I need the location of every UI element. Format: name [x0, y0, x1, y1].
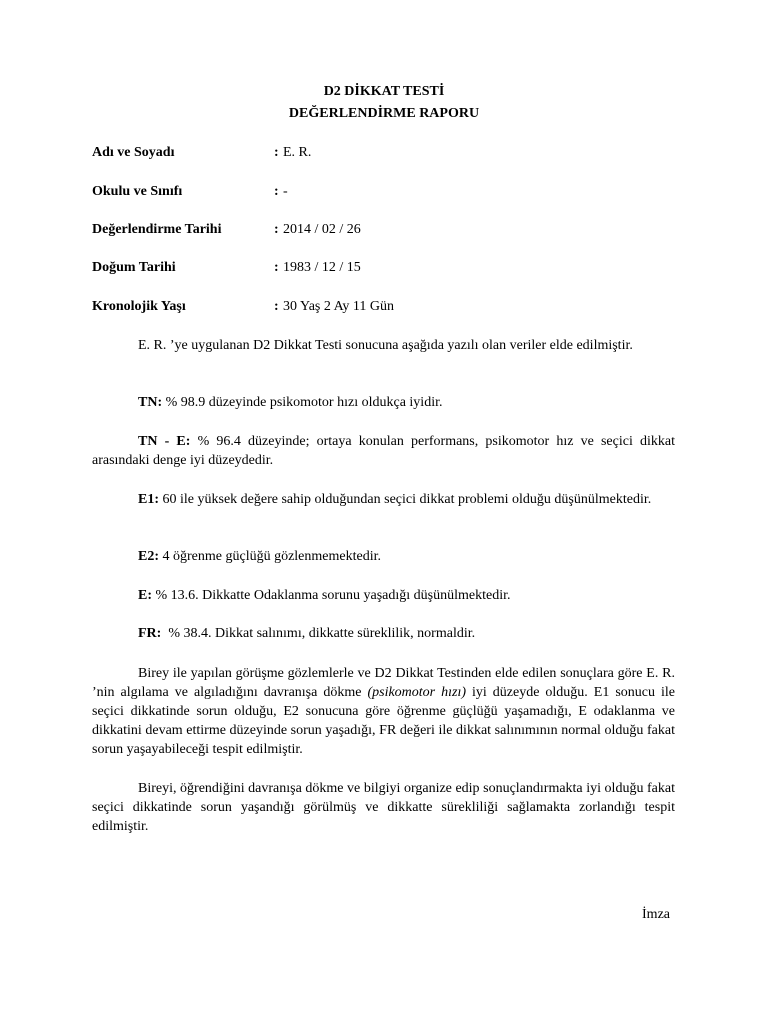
result-term: FR:	[138, 626, 162, 641]
result-term: E2:	[138, 549, 159, 564]
signature-label: İmza	[642, 907, 670, 922]
intro-paragraph	[92, 336, 675, 355]
summary-text: iyi düzeyde olduğu. E1 sonucu ile seçici dikkatinde sorun olduğu, E2 sonucuna göre öğrenme güçlüğü yaşamadığı, E odaklanma ve dikkatini devam ettirme düzeyinde sorun yaşadığı, FR değeri ile dikkat salınımının normal olduğu fakat sorun yaşayabileceği tespit edilmiştir.	[92, 685, 675, 757]
result-tn-e	[92, 432, 675, 470]
result-e	[92, 586, 675, 605]
field-value: E. R.	[283, 145, 312, 160]
summary-text: Birey ile yapılan görüşme gözlemlerle ve D2 Dikkat Testinden elde edilen sonuçlara göre E. R. ’nin algılama ve algıladığını davranışa dökme	[92, 666, 675, 700]
intro-text: E. R. ’ye uygulanan D2 Dikkat Testi sonucuna aşağıda yazılı olan veriler elde edilmiştir.	[138, 338, 633, 353]
field-label: Adı ve Soyadı	[92, 145, 175, 160]
field-school-class	[92, 182, 692, 202]
field-label: Doğum Tarihi	[92, 260, 176, 275]
result-term: E1:	[138, 492, 159, 507]
result-fr	[92, 624, 675, 643]
summary-paragraph-2	[92, 779, 675, 836]
field-value: 1983 / 12 / 15	[283, 260, 361, 275]
field-birth-date	[92, 258, 692, 278]
field-label: Okulu ve Sınıfı	[92, 184, 183, 199]
result-text: % 38.4. Dikkat salınımı, dikkatte süreklilik, normaldir.	[168, 626, 476, 641]
result-e1	[92, 490, 675, 509]
field-colon: :	[274, 184, 279, 199]
field-colon: :	[274, 260, 279, 275]
result-text: 4 öğrenme güçlüğü gözlenmemektedir.	[162, 549, 381, 564]
field-colon: :	[274, 222, 279, 237]
result-text: % 13.6. Dikkatte Odaklanma sorunu yaşadığı düşünülmektedir.	[155, 588, 511, 603]
result-tn	[92, 393, 675, 412]
result-text: % 96.4 düzeyinde; ortaya konulan performans, psikomotor hız ve seçici dikkat arasındaki denge iyi düzeydedir.	[92, 434, 675, 468]
field-name	[92, 143, 692, 163]
field-colon: :	[274, 299, 279, 314]
summary-paragraph-1	[92, 664, 675, 759]
summary-text: Bireyi, öğrendiğini davranışa dökme ve bilgiyi organize edip sonuçlandırmakta iyi olduğu fakat seçici dikkatinde sorun yaşandığı görülmüş ve dikkatte sürekliliği sağlamakta zorlandığı tespit edilmiştir.	[92, 781, 675, 834]
field-colon: :	[274, 145, 279, 160]
result-e2	[92, 547, 675, 566]
result-text: 60 ile yüksek değere sahip olduğundan seçici dikkat problemi olduğu düşünülmektedir.	[162, 492, 652, 507]
report-title: D2 DİKKAT TESTİ	[323, 84, 445, 99]
result-term: E:	[138, 588, 152, 603]
field-evaluation-date	[92, 220, 692, 240]
result-term: TN:	[138, 395, 163, 410]
report-subtitle: DEĞERLENDİRME RAPORU	[288, 106, 480, 121]
result-term: TN - E:	[138, 434, 191, 449]
field-label: Değerlendirme Tarihi	[92, 222, 222, 237]
field-label: Kronolojik Yaşı	[92, 299, 186, 314]
summary-italic: (psikomotor hızı)	[367, 685, 466, 700]
field-value: 2014 / 02 / 26	[283, 222, 361, 237]
field-value: 30 Yaş 2 Ay 11 Gün	[283, 299, 394, 314]
result-text: % 98.9 düzeyinde psikomotor hızı oldukça iyidir.	[165, 395, 443, 410]
field-value: -	[283, 184, 288, 199]
field-chronological-age	[92, 297, 692, 317]
